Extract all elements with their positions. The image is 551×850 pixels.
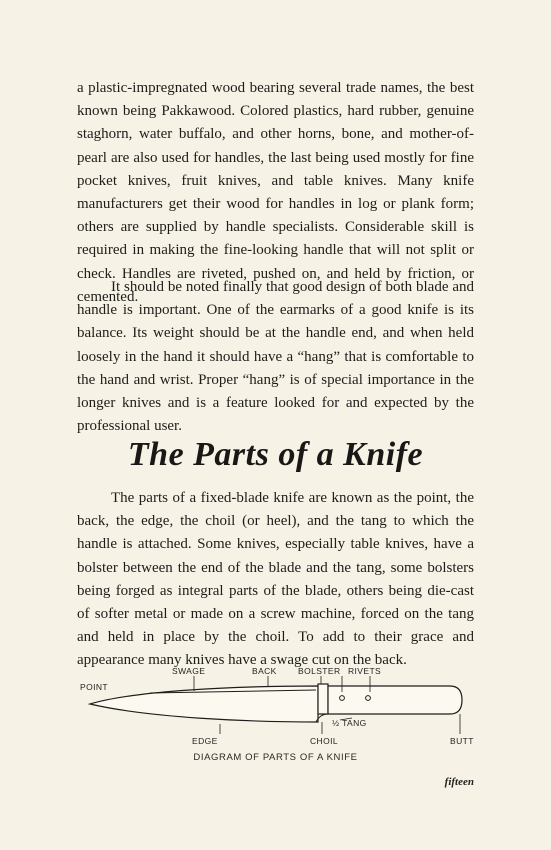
knife-handle [328, 686, 462, 714]
label-rivets: RIVETS [348, 666, 382, 676]
knife-drawing [70, 662, 490, 762]
label-point: POINT [80, 682, 108, 692]
label-choil: CHOIL [310, 736, 338, 746]
label-butt: BUTT [450, 736, 474, 746]
label-back: BACK [252, 666, 277, 676]
knife-diagram [70, 662, 490, 762]
label-edge: EDGE [192, 736, 218, 746]
label-bolster: BOLSTER [298, 666, 341, 676]
section-heading: The Parts of a Knife [127, 436, 424, 473]
label-tang: ½ TANG [332, 718, 367, 728]
paragraph-text: It should be noted finally that good design of both blade and handle is important. One of the earmarks of a good knife is its balance. Its weight should be at the handle end, and when held loosely in the hand it should have a “hang” that is comfortable to the hand and wrist. Proper “hang” is of special importance in the longer knives and is a feature looked for and expected by the professional user. [77, 279, 474, 435]
knife-blade [90, 686, 318, 722]
paragraph-text: a plastic-impregnated wood bearing several trade names, the best known being Pakkawood. Colored plastics, hard rubber, genuine staghorn, water buffalo, and other horns, bone, and mother-of-pearl are also used for handles, the last being used mostly for fine pocket knives, fruit knives, and table knives. Many knife manufacturers get their wood for handles in log or plank form; others are supplied by handle specialists. Considerable skill is required in making the fine-looking handle that will not split or check. Handles are riveted, pushed on, and held by friction, or cemented. [77, 80, 474, 305]
knife-bolster [318, 684, 328, 714]
body-paragraph-3 [77, 487, 474, 673]
body-paragraph-2 [77, 276, 474, 438]
label-swage: SWAGE [172, 666, 206, 676]
diagram-caption: DIAGRAM OF PARTS OF A KNIFE [193, 752, 358, 763]
body-paragraph-1 [77, 77, 474, 309]
page-number: fifteen [444, 776, 474, 788]
paragraph-text: The parts of a fixed-blade knife are known as the point, the back, the edge, the choil (or heel), and the tang to which the handle is attached. Some knives, especially table knives, have a bolster between the end of the blade and the tang, some bolsters being forged as integral parts of the blade, others being die-cast of softer metal or made on a screw machine, forced on the tang and held in place by the choil. To add to their grace and appearance many knives have a swage cut on the back. [77, 490, 474, 669]
